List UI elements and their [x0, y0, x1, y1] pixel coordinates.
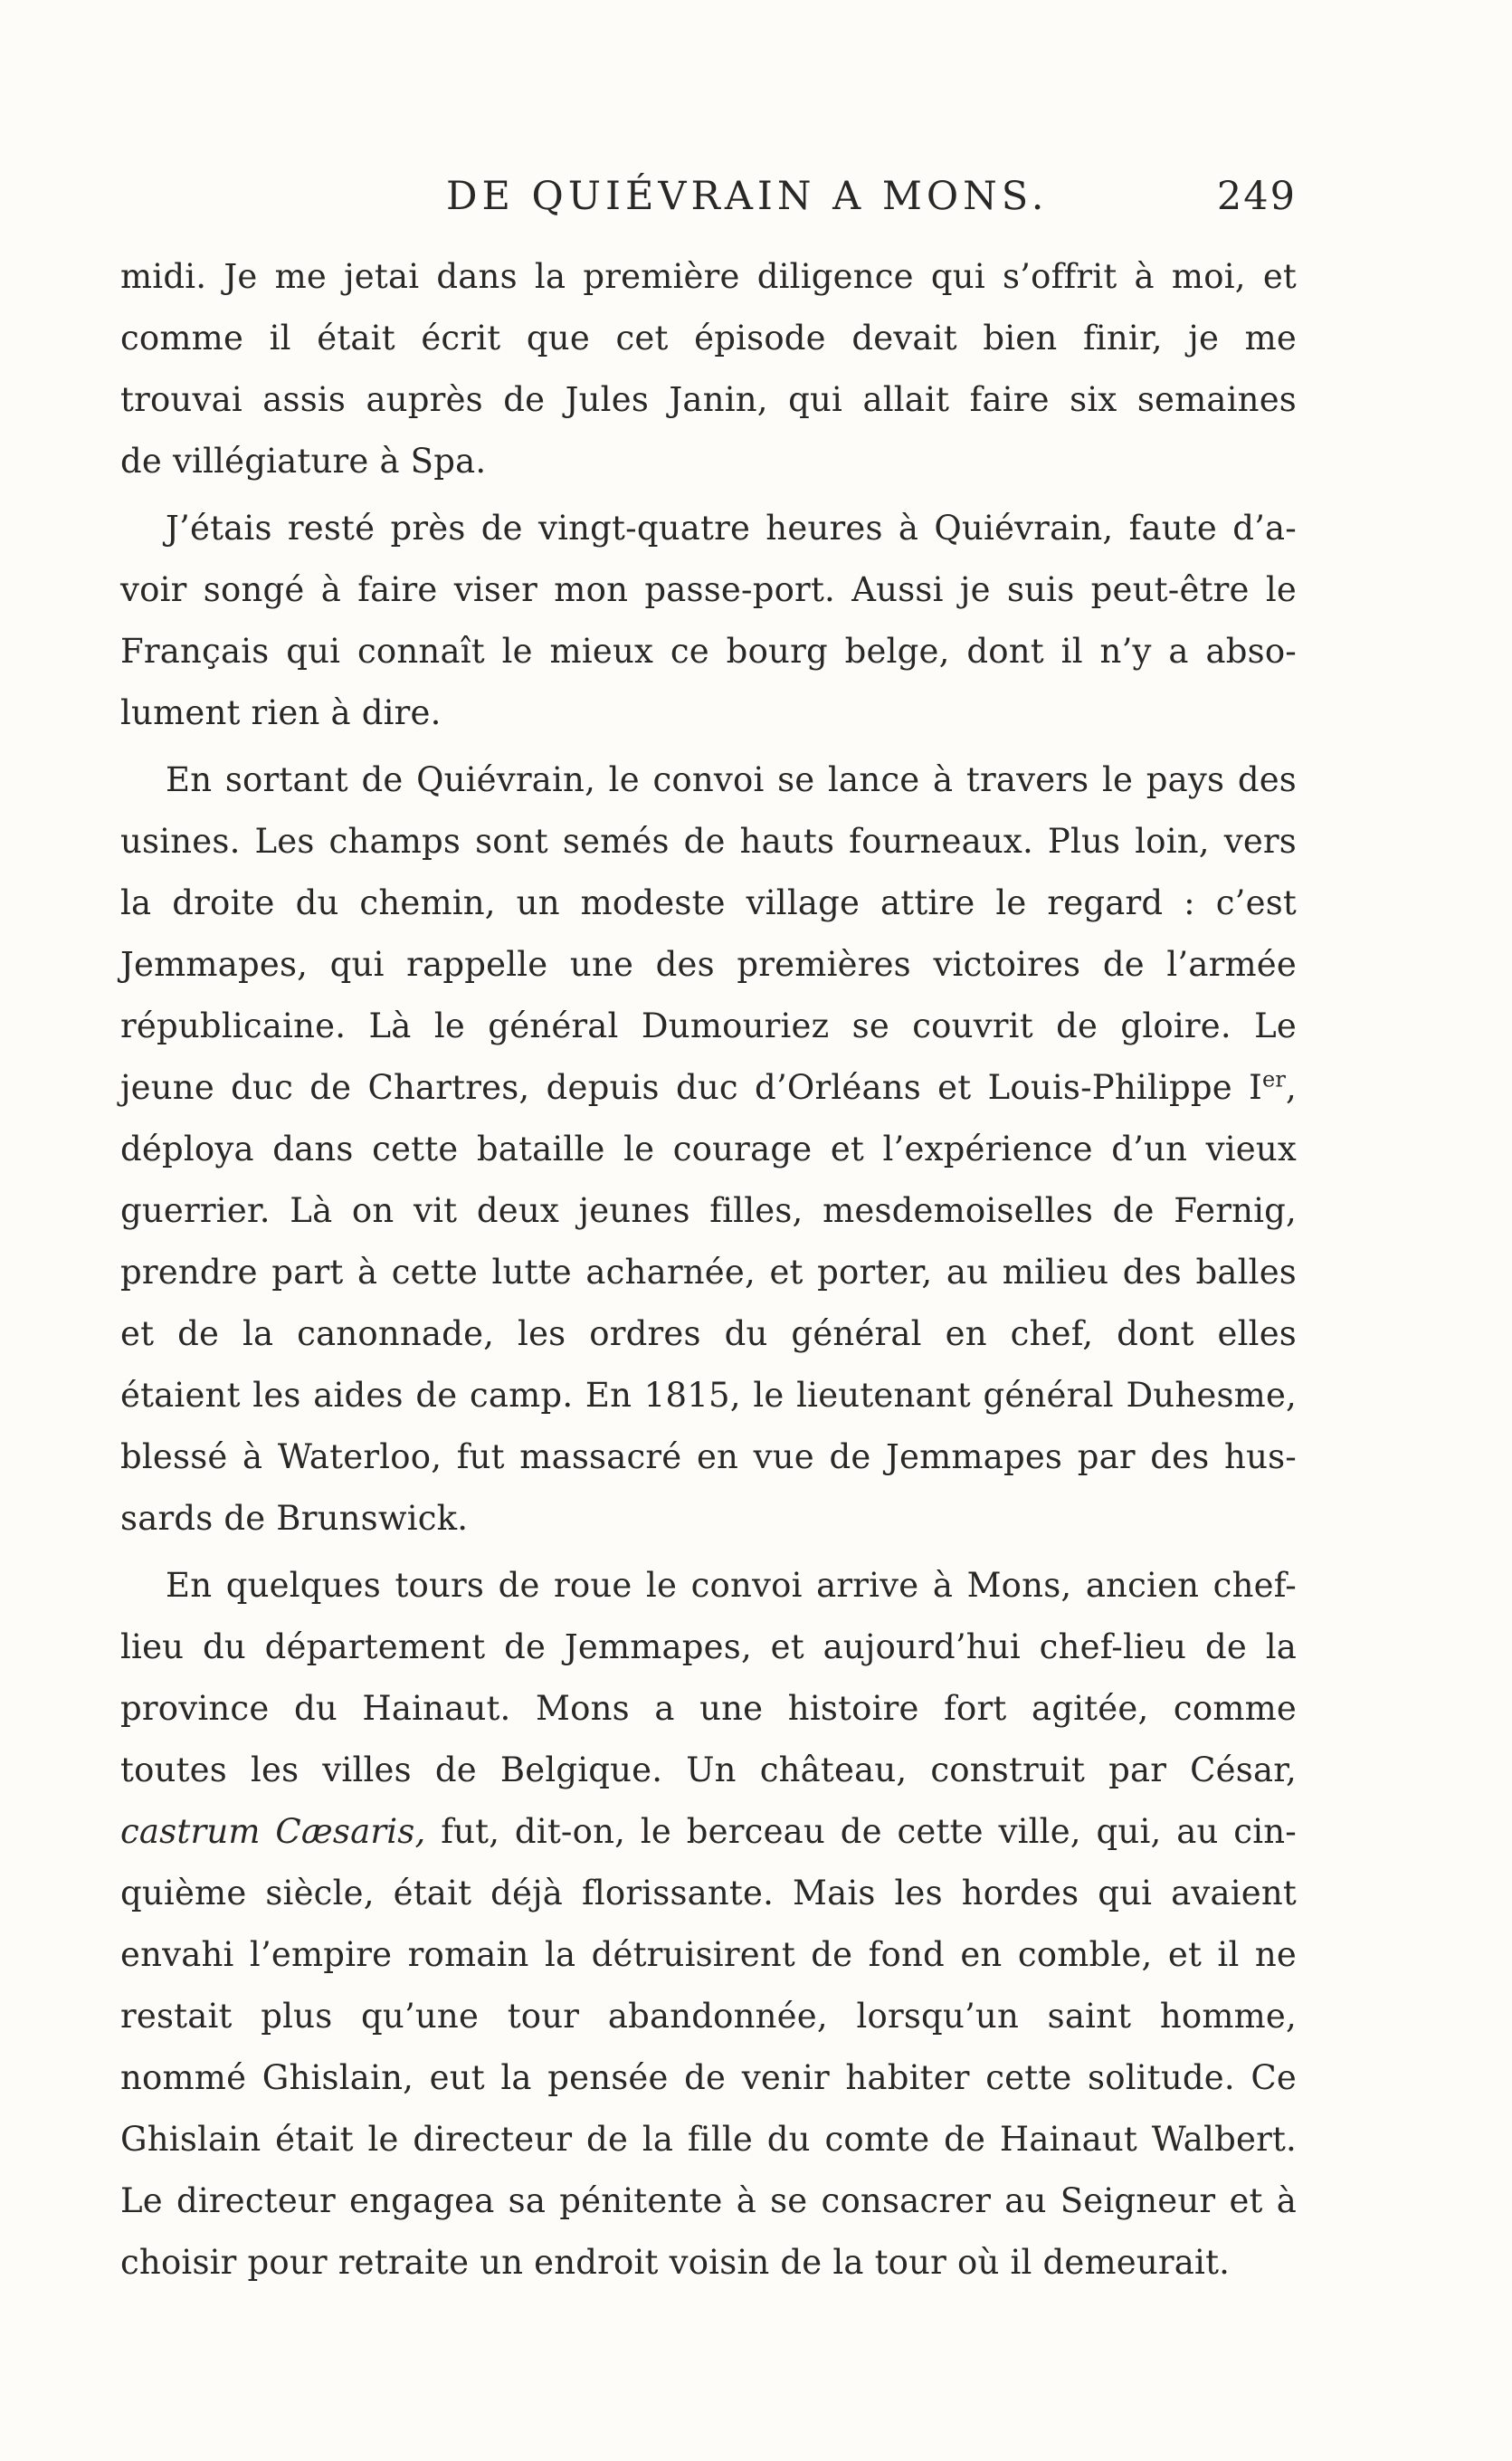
text-line-main: jeune duc de Chartres, depuis duc d’Orléans et Louis-Philippe I: [120, 1068, 1262, 1107]
text-line: choisir pour retraite un endroit voisin de la tour où il demeurait.: [120, 2243, 1231, 2282]
page-header: [120, 174, 1297, 228]
text-line: En quelques tours de roue le convoi arrive à Mons, ancien chef-: [166, 1566, 1297, 1605]
text-line: trouvai assis auprès de Jules Janin, qui allait faire six semaines: [120, 380, 1297, 419]
text-line: guerrier. Là on vit deux jeunes filles, mesdemoiselles de Fernig,: [120, 1191, 1297, 1230]
text-line: restait plus qu’une tour abandonnée, lorsqu’un saint homme,: [120, 1997, 1297, 2036]
text-line: lieu du département de Jemmapes, et aujourd’hui chef-lieu de la: [120, 1627, 1297, 1666]
paragraph: [120, 749, 1297, 1550]
text-line: lument rien à dire.: [120, 693, 442, 732]
text-line: J’étais resté près de vingt-quatre heures à Quiévrain, faute d’a-: [166, 509, 1297, 548]
text-line: envahi l’empire romain la détruisirent de fond en comble, et il ne: [120, 1935, 1297, 1974]
text-line: la droite du chemin, un modeste village attire le regard : c’est: [120, 883, 1297, 922]
text-line: nommé Ghislain, eut la pensée de venir habiter cette solitude. Ce: [120, 2058, 1297, 2097]
text-line: [120, 1057, 1297, 1119]
text-line: blessé à Waterloo, fut massacré en vue de Jemmapes par des hus-: [120, 1437, 1297, 1476]
text-line: républicaine. Là le général Dumouriez se couvrit de gloire. Le: [120, 1006, 1297, 1045]
paragraph: [120, 498, 1297, 744]
body-text: [120, 246, 1297, 2294]
text-line: En sortant de Quiévrain, le convoi se lance à travers le pays des: [166, 760, 1297, 799]
text-line-main: fut, dit-on, le berceau de cette ville, qui, au cin-: [441, 1812, 1297, 1851]
text-line: [120, 1801, 1297, 1863]
superscript: er: [1261, 1066, 1287, 1092]
text-line: midi. Je me jetai dans la première diligence qui s’offrit à moi, et: [120, 257, 1297, 296]
text-line: comme il était écrit que cet épisode devait bien finir, je me: [120, 319, 1297, 358]
text-line: Ghislain était le directeur de la fille du comte de Hainaut Walbert.: [120, 2120, 1297, 2159]
paragraph: [120, 1555, 1297, 2294]
text-line: province du Hainaut. Mons a une histoire fort agitée, comme: [120, 1689, 1297, 1728]
text-line: sards de Brunswick.: [120, 1499, 469, 1538]
text-line: prendre part à cette lutte acharnée, et porter, au milieu des balles: [120, 1253, 1297, 1292]
page-number: 249: [1216, 174, 1297, 219]
text-line: déploya dans cette bataille le courage et l’expérience d’un vieux: [120, 1130, 1297, 1168]
italic-phrase: castrum Cæsaris,: [120, 1812, 426, 1851]
text-line: Jemmapes, qui rappelle une des premières victoires de l’armée: [120, 945, 1297, 984]
text-line: et de la canonnade, les ordres du général en chef, dont elles: [120, 1314, 1297, 1353]
text-line: Français qui connaît le mieux ce bourg belge, dont il n’y a abso-: [120, 632, 1297, 671]
text-line: de villégiature à Spa.: [120, 442, 487, 481]
text-line: quième siècle, était déjà florissante. Mais les hordes qui avaient: [120, 1874, 1297, 1913]
text-line: étaient les aides de camp. En 1815, le lieutenant général Duhesme,: [120, 1376, 1297, 1415]
text-line: voir songé à faire viser mon passe-port. Aussi je suis peut-être le: [120, 570, 1297, 609]
superscript-trailing-punctuation: ,: [1286, 1068, 1297, 1107]
text-line: usines. Les champs sont semés de hauts fourneaux. Plus loin, vers: [120, 822, 1297, 861]
text-line: toutes les villes de Belgique. Un château, construit par César,: [120, 1750, 1297, 1789]
paragraph: [120, 246, 1297, 492]
text-line: Le directeur engagea sa pénitente à se consacrer au Seigneur et à: [120, 2181, 1297, 2220]
running-title: DE QUIÉVRAIN A MONS.: [446, 174, 1049, 219]
